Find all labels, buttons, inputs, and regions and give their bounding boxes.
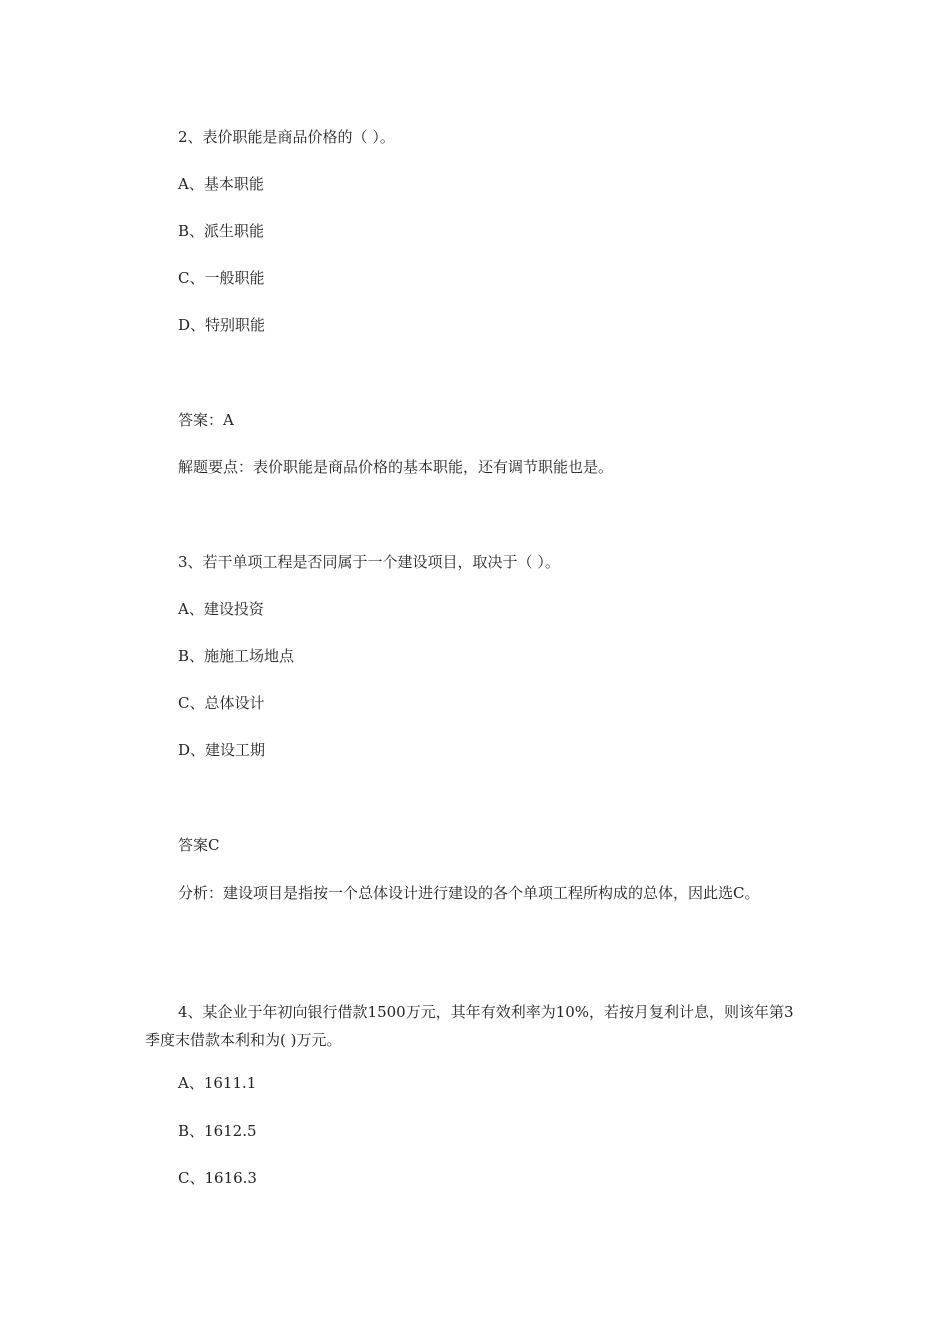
question-4-option-c: C、1616.3: [178, 1169, 257, 1187]
question-3-answer: 答案C: [178, 836, 220, 854]
question-3-option-c: C、总体设计: [178, 694, 265, 712]
question-3-option-a: A、建设投资: [178, 600, 264, 618]
question-2-option-b: B、派生职能: [178, 222, 265, 240]
question-4-option-a: A、1611.1: [178, 1074, 257, 1092]
question-4-text: 4、某企业于年初向银行借款1500万元，其年有效利率为10%，若按月复利计息，则该年第3季度末借款本利和为( )万元。: [145, 1003, 794, 1049]
question-2-option-c: C、一般职能: [178, 269, 265, 287]
question-3-explanation: 分析：建设项目是指按一个总体设计进行建设的各个单项工程所构成的总体，因此选C。: [178, 884, 760, 902]
question-2-option-a: A、基本职能: [178, 175, 264, 193]
question-3-option-d: D、建设工期: [178, 741, 266, 759]
question-2-text: 2、表价职能是商品价格的（ ）。: [178, 128, 395, 146]
question-3-option-b: B、施施工场地点: [178, 647, 295, 665]
question-3-text: 3、若干单项工程是否同属于一个建设项目，取决于（ ）。: [178, 553, 560, 571]
question-4-option-b: B、1612.5: [178, 1122, 257, 1140]
question-2-answer: 答案：A: [178, 411, 234, 429]
question-2-option-d: D、特别职能: [178, 316, 266, 334]
question-2-explanation: 解题要点：表价职能是商品价格的基本职能，还有调节职能也是。: [178, 458, 614, 476]
